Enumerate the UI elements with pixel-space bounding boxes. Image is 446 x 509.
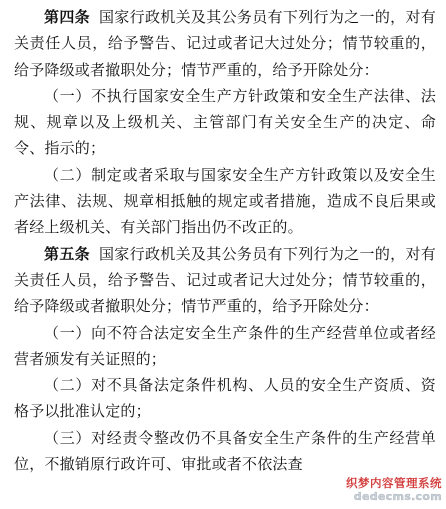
article-4-intro-text: 国家行政机关及其公务员有下列行为之一的，对有关责任人员，给予警告、记过或者记大过处分；情节较重的，给予降级或者撤职处分；情节严重的，给予开除处分：	[14, 8, 436, 79]
article-5-intro	[14, 241, 436, 320]
article-5-number: 第五条	[44, 244, 90, 263]
article-4-number: 第四条	[44, 8, 90, 26]
article-4-item-1: （一）不执行国家安全生产方针政策和安全生产法律、法规、规章以及上级机关、主管部门有关安全生产的决定、命令、指示的；	[14, 86, 436, 158]
watermark-title: 织梦内容管理系统	[346, 476, 442, 490]
article-5-item-3: （三）对经责令整改仍不具备安全生产条件的生产经营单位，不撤销原行政许可、审批或者不依法查	[14, 428, 436, 474]
article-5-item-2: （二）对不具备法定条件机构、人员的安全生产资质、资格予以批准认定的；	[14, 376, 436, 421]
article-5-item-1: （一）向不符合法定安全生产条件的生产经营单位或者经营者颁发有关证照的；	[14, 323, 436, 368]
article-5-intro-text: 国家行政机关及其公务员有下列行为之一的，对有关责任人员，给予警告、记过或者记大过处分；情节较重的，给予降级或者撤职处分；情节严重的，给予开除处分：	[14, 244, 436, 316]
article-4-intro	[14, 4, 436, 83]
article-4-item-2: （二）制定或者采取与国家安全生产方针政策以及安全生产法律、法规、规章相抵触的规定或者措施，造成不良后果或者经上级机关、有关部门指出仍不改正的。	[14, 165, 436, 237]
watermark-url: dedecms.com	[353, 490, 442, 503]
